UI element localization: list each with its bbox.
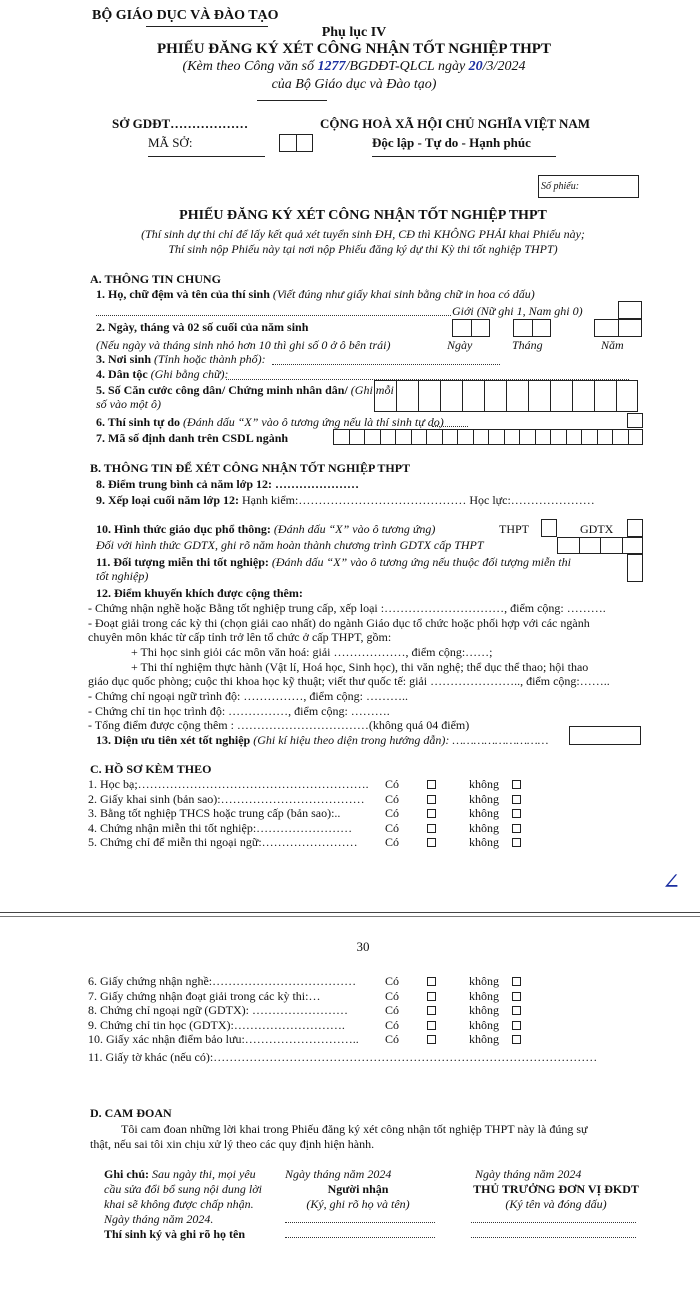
day-label: Ngày bbox=[447, 338, 473, 352]
q12-label: 12. Điểm khuyến khích được cộng thêm: bbox=[96, 586, 303, 600]
attachment-label: 4. Chứng nhận miễn thi tốt nghiệp:…………………… bbox=[88, 820, 353, 835]
receiver-date: Ngày tháng năm 2024 bbox=[285, 1167, 392, 1181]
yes-checkbox[interactable] bbox=[427, 1032, 436, 1046]
no-label: không bbox=[469, 777, 499, 791]
gdtx-checkbox[interactable] bbox=[627, 519, 643, 537]
head-date: Ngày tháng năm 2024 bbox=[475, 1167, 582, 1181]
gender-label: Giới (Nữ ghi 1, Nam ghi 0) bbox=[452, 304, 583, 318]
no-checkbox[interactable] bbox=[512, 1003, 521, 1017]
attachment-label: 3. Bằng tốt nghiệp THCS hoặc trung cấp (bản sao):.. bbox=[88, 806, 341, 820]
q10-sub-note: Đối với hình thức GDTX, ghi rõ năm hoàn thành chương trình GDTX cấp THPT bbox=[96, 538, 484, 552]
year-boxes[interactable] bbox=[594, 319, 642, 337]
no-checkbox[interactable] bbox=[512, 792, 521, 806]
free-candidate-checkbox[interactable] bbox=[627, 413, 643, 428]
yes-checkbox[interactable] bbox=[427, 806, 436, 820]
name-field[interactable] bbox=[96, 315, 451, 316]
no-checkbox[interactable] bbox=[512, 1018, 521, 1032]
section-a-heading: A. THÔNG TIN CHUNG bbox=[90, 272, 221, 286]
ministry-underline bbox=[146, 26, 268, 27]
yes-checkbox[interactable] bbox=[427, 835, 436, 849]
exemption-checkbox[interactable] bbox=[627, 554, 643, 582]
gdtx-label: GDTX bbox=[580, 522, 614, 536]
note-line-3: khai sẽ không được chấp nhận. bbox=[104, 1197, 254, 1211]
yes-label: Có bbox=[385, 974, 400, 988]
no-label: không bbox=[469, 1017, 499, 1032]
head-line-2[interactable] bbox=[471, 1237, 636, 1238]
appendix-label: Phụ lục IV bbox=[321, 25, 387, 40]
q7-label: 7. Mã số định danh trên CSDL ngành bbox=[96, 431, 289, 445]
q8-label: 8. Điểm trung bình cả năm lớp 12: ………………… bbox=[96, 477, 359, 491]
head-line-1[interactable] bbox=[471, 1222, 636, 1223]
ref-underline bbox=[257, 100, 327, 101]
bonus-line-4: + Thi học sinh giỏi các môn văn hoá: giải ………………, điểm cộng:……; bbox=[131, 645, 493, 659]
attachment-label: 10. Giấy xác nhận điểm bảo lưu:……………………….. bbox=[88, 1032, 359, 1046]
attachment-label: 2. Giấy khai sinh (bản sao):……………………………… bbox=[88, 791, 365, 806]
yes-label: Có bbox=[385, 1032, 400, 1046]
republic-name: CỘNG HOÀ XÃ HỘI CHỦ NGHĨA VIỆT NAM bbox=[320, 116, 591, 131]
q10-label: 10. Hình thức giáo dục phổ thông: (Đánh dấu “X” vào ô tương ứng) bbox=[96, 522, 436, 536]
yes-label: Có bbox=[385, 1017, 400, 1032]
attachment-item-11: 11. Giấy tờ khác (nếu có):…………………………………………………………………………………… bbox=[88, 1050, 598, 1064]
month-label: Tháng bbox=[512, 338, 543, 352]
no-checkbox[interactable] bbox=[512, 821, 521, 835]
receiver-note: (Ký, ghi rõ họ và tên) bbox=[306, 1197, 410, 1211]
thpt-checkbox[interactable] bbox=[541, 519, 557, 537]
head-label: THỦ TRƯỞNG ĐƠN VỊ ĐKDT bbox=[473, 1182, 639, 1196]
section-c-heading: C. HỒ SƠ KÈM THEO bbox=[90, 762, 212, 776]
yes-checkbox[interactable] bbox=[427, 777, 436, 791]
year-label: Năm bbox=[601, 338, 624, 352]
yes-checkbox[interactable] bbox=[427, 989, 436, 1003]
note-line-2: cầu sửa đổi bổ sung nội dung lời bbox=[104, 1182, 262, 1196]
yes-label: Có bbox=[385, 820, 400, 835]
q11-note: tốt nghiệp) bbox=[96, 569, 149, 583]
bonus-line-3: chuyên môn khác từ cấp tỉnh trở lên tổ chức ở cấp THPT, gồm: bbox=[88, 630, 392, 644]
yes-label: Có bbox=[385, 835, 400, 849]
bonus-line-5: + Thi thí nghiệm thực hành (Vật lí, Hoá học, Sinh học), thi văn nghệ; thể dục thể thao; hội thao bbox=[131, 660, 589, 674]
no-label: không bbox=[469, 791, 499, 806]
no-checkbox[interactable] bbox=[512, 989, 521, 1003]
no-label: không bbox=[469, 835, 499, 849]
gdtx-year-boxes[interactable] bbox=[557, 537, 643, 554]
month-boxes[interactable] bbox=[513, 319, 551, 337]
bonus-line-9: - Tổng điểm được cộng thêm : ……………………………(không quá 04 điểm) bbox=[88, 718, 470, 732]
no-checkbox[interactable] bbox=[512, 974, 521, 988]
bonus-line-6: giáo dục quốc phòng; cuộc thi khoa học kỹ thuật; viết thư quốc tế: giải ………………….., điểm cộng:…….. bbox=[88, 674, 610, 688]
yes-checkbox[interactable] bbox=[427, 821, 436, 835]
no-label: không bbox=[469, 806, 499, 820]
bonus-line-2: - Đoạt giải trong các kỳ thi (chọn giải cao nhất) do ngành Giáo dục tổ chức hoặc phối hợp với các ngành bbox=[88, 616, 590, 630]
attachment-label: 9. Chứng chỉ tin học (GDTX):………………………. bbox=[88, 1017, 345, 1032]
no-label: không bbox=[469, 974, 499, 988]
q2-label: 2. Ngày, tháng và 02 số cuối của năm sinh bbox=[96, 320, 309, 334]
priority-box[interactable] bbox=[569, 726, 641, 745]
handwritten-mark: ∠ bbox=[662, 870, 681, 895]
receiver-line-2[interactable] bbox=[285, 1237, 435, 1238]
yes-label: Có bbox=[385, 806, 400, 820]
so-gddt-label: SỞ GDĐT……………… bbox=[112, 116, 249, 131]
no-checkbox[interactable] bbox=[512, 777, 521, 791]
commitment-line-2: thật, nếu sai tôi xin chịu xử lý theo các quy định hiện hành. bbox=[90, 1137, 375, 1151]
ma-so-boxes[interactable] bbox=[279, 134, 313, 152]
form-note-2: Thí sinh nộp Phiếu này tại nơi nộp Phiếu đăng ký dự thi Kỳ thi tốt nghiệp THPT) bbox=[168, 242, 558, 256]
q5-label: 5. Số Căn cước công dân/ Chứng minh nhân dân/ (Ghi mỗi bbox=[96, 383, 394, 397]
note-line-1: Ghi chú: Sau ngày thi, mọi yêu bbox=[104, 1167, 256, 1181]
id-number-boxes[interactable] bbox=[374, 380, 638, 412]
yes-label: Có bbox=[385, 988, 400, 1003]
receiver-label: Người nhận bbox=[327, 1182, 389, 1196]
birthplace-field[interactable] bbox=[272, 364, 500, 365]
q4-label: 4. Dân tộc (Ghi bằng chữ): bbox=[96, 367, 229, 381]
q11-label: 11. Đối tượng miễn thi tốt nghiệp: (Đánh dấu “X” vào ô tương ứng nếu thuộc đối tượng miễn thi bbox=[96, 555, 571, 569]
motto-underline bbox=[372, 156, 556, 157]
commitment-line-1: Tôi cam đoan những lời khai trong Phiếu đăng ký xét công nhận tốt nghiệp THPT này là đúng sự bbox=[121, 1122, 588, 1136]
attachment-label: 1. Học bạ;…………………………………………………. bbox=[88, 777, 369, 791]
q13-label: 13. Diện ưu tiên xét tốt nghiệp (Ghi kí hiệu theo diện trong hướng dẫn): ……………………… bbox=[96, 733, 549, 747]
day-boxes[interactable] bbox=[452, 319, 490, 337]
candidate-signature-label: Thí sinh ký và ghi rõ họ tên bbox=[104, 1227, 246, 1241]
q5-note: số vào một ô) bbox=[96, 397, 161, 411]
form-note-1: (Thí sinh dự thi chỉ để lấy kết quả xét tuyển sinh ĐH, CĐ thì KHÔNG PHẢI khai Phiếu này; bbox=[141, 227, 585, 241]
reference-line2: của Bộ Giáo dục và Đào tạo) bbox=[271, 77, 437, 92]
section-b-heading: B. THÔNG TIN ĐỂ XÉT CÔNG NHẬN TỐT NGHIỆP THPT bbox=[90, 461, 411, 475]
ma-so-underline bbox=[148, 156, 265, 157]
motto: Độc lập - Tự do - Hạnh phúc bbox=[372, 135, 531, 150]
yes-label: Có bbox=[385, 791, 400, 806]
ministry-name: BỘ GIÁO DỤC VÀ ĐÀO TẠO bbox=[92, 8, 279, 23]
attachment-label: 6. Giấy chứng nhận nghề:……………………………… bbox=[88, 974, 357, 988]
handwritten-day: 20 bbox=[468, 59, 483, 74]
thpt-label: THPT bbox=[499, 522, 529, 536]
no-checkbox[interactable] bbox=[512, 806, 521, 820]
bonus-line-8: - Chứng chỉ tin học trình độ: ……………, điểm cộng: ………. bbox=[88, 704, 390, 718]
bonus-line-1: - Chứng nhận nghề hoặc Bằng tốt nghiệp trung cấp, xếp loại :…………………………, điểm cộng: ………. bbox=[88, 601, 606, 615]
yes-checkbox[interactable] bbox=[427, 1003, 436, 1017]
page-number: 30 bbox=[356, 939, 370, 954]
q3-label: 3. Nơi sinh (Tỉnh hoặc thành phố): bbox=[96, 352, 266, 366]
so-phieu-box[interactable] bbox=[538, 175, 639, 198]
q1-label: 1. Họ, chữ đệm và tên của thí sinh (Viết đúng như giấy khai sinh bằng chữ in hoa có dấu) bbox=[96, 287, 535, 301]
header-title: PHIẾU ĐĂNG KÝ XÉT CÔNG NHẬN TỐT NGHIỆP THPT bbox=[157, 41, 551, 57]
no-checkbox[interactable] bbox=[512, 835, 521, 849]
q6-dots bbox=[432, 426, 468, 427]
no-label: không bbox=[469, 1003, 499, 1017]
no-label: không bbox=[469, 988, 499, 1003]
identifier-boxes[interactable] bbox=[333, 429, 643, 445]
receiver-line-1[interactable] bbox=[285, 1222, 435, 1223]
no-checkbox[interactable] bbox=[512, 1032, 521, 1046]
no-label: không bbox=[469, 820, 499, 835]
ma-so-label: MÃ SỞ: bbox=[148, 135, 193, 150]
page-divider-1 bbox=[0, 912, 700, 913]
yes-label: Có bbox=[385, 1003, 400, 1017]
yes-checkbox[interactable] bbox=[427, 1018, 436, 1032]
q9-label: 9. Xếp loại cuối năm lớp 12: Hạnh kiểm:…………………………………… Học lực:………………… bbox=[96, 493, 595, 507]
q2-note: (Nếu ngày và tháng sinh nhỏ hơn 10 thì ghi số 0 ở ô bên trái) bbox=[96, 338, 391, 352]
no-label: không bbox=[469, 1032, 499, 1046]
reference-line: (Kèm theo Công văn số 1277/BGDĐT-QLCL ngày 20/3/2024 bbox=[182, 59, 526, 74]
yes-checkbox[interactable] bbox=[427, 974, 436, 988]
attachment-label: 7. Giấy chứng nhận đoạt giải trong các kỳ thi:… bbox=[88, 988, 321, 1003]
bonus-line-7: - Chứng chỉ ngoại ngữ trình độ: ……………, điểm cộng: ……….. bbox=[88, 689, 408, 703]
q6-label: 6. Thí sinh tự do (Đánh dấu “X” vào ô tương ứng nếu là thí sinh tự do) bbox=[96, 415, 444, 429]
gender-box[interactable] bbox=[618, 301, 642, 319]
form-title: PHIẾU ĐĂNG KÝ XÉT CÔNG NHẬN TỐT NGHIỆP THPT bbox=[179, 208, 547, 223]
attachment-label: 5. Chứng chỉ để miễn thi ngoại ngữ:…………………… bbox=[88, 835, 358, 849]
handwritten-number: 1277 bbox=[317, 59, 346, 74]
attachment-label: 8. Chứng chỉ ngoại ngữ (GDTX): …………………… bbox=[88, 1003, 348, 1017]
yes-label: Có bbox=[385, 777, 400, 791]
head-note: (Ký tên và đóng dấu) bbox=[505, 1197, 607, 1211]
section-d-heading: D. CAM ĐOAN bbox=[90, 1106, 172, 1120]
note-line-4: Ngày tháng năm 2024. bbox=[104, 1212, 214, 1226]
so-phieu-label: Số phiếu: bbox=[541, 181, 580, 192]
yes-checkbox[interactable] bbox=[427, 792, 436, 806]
page-divider-2 bbox=[0, 916, 700, 917]
